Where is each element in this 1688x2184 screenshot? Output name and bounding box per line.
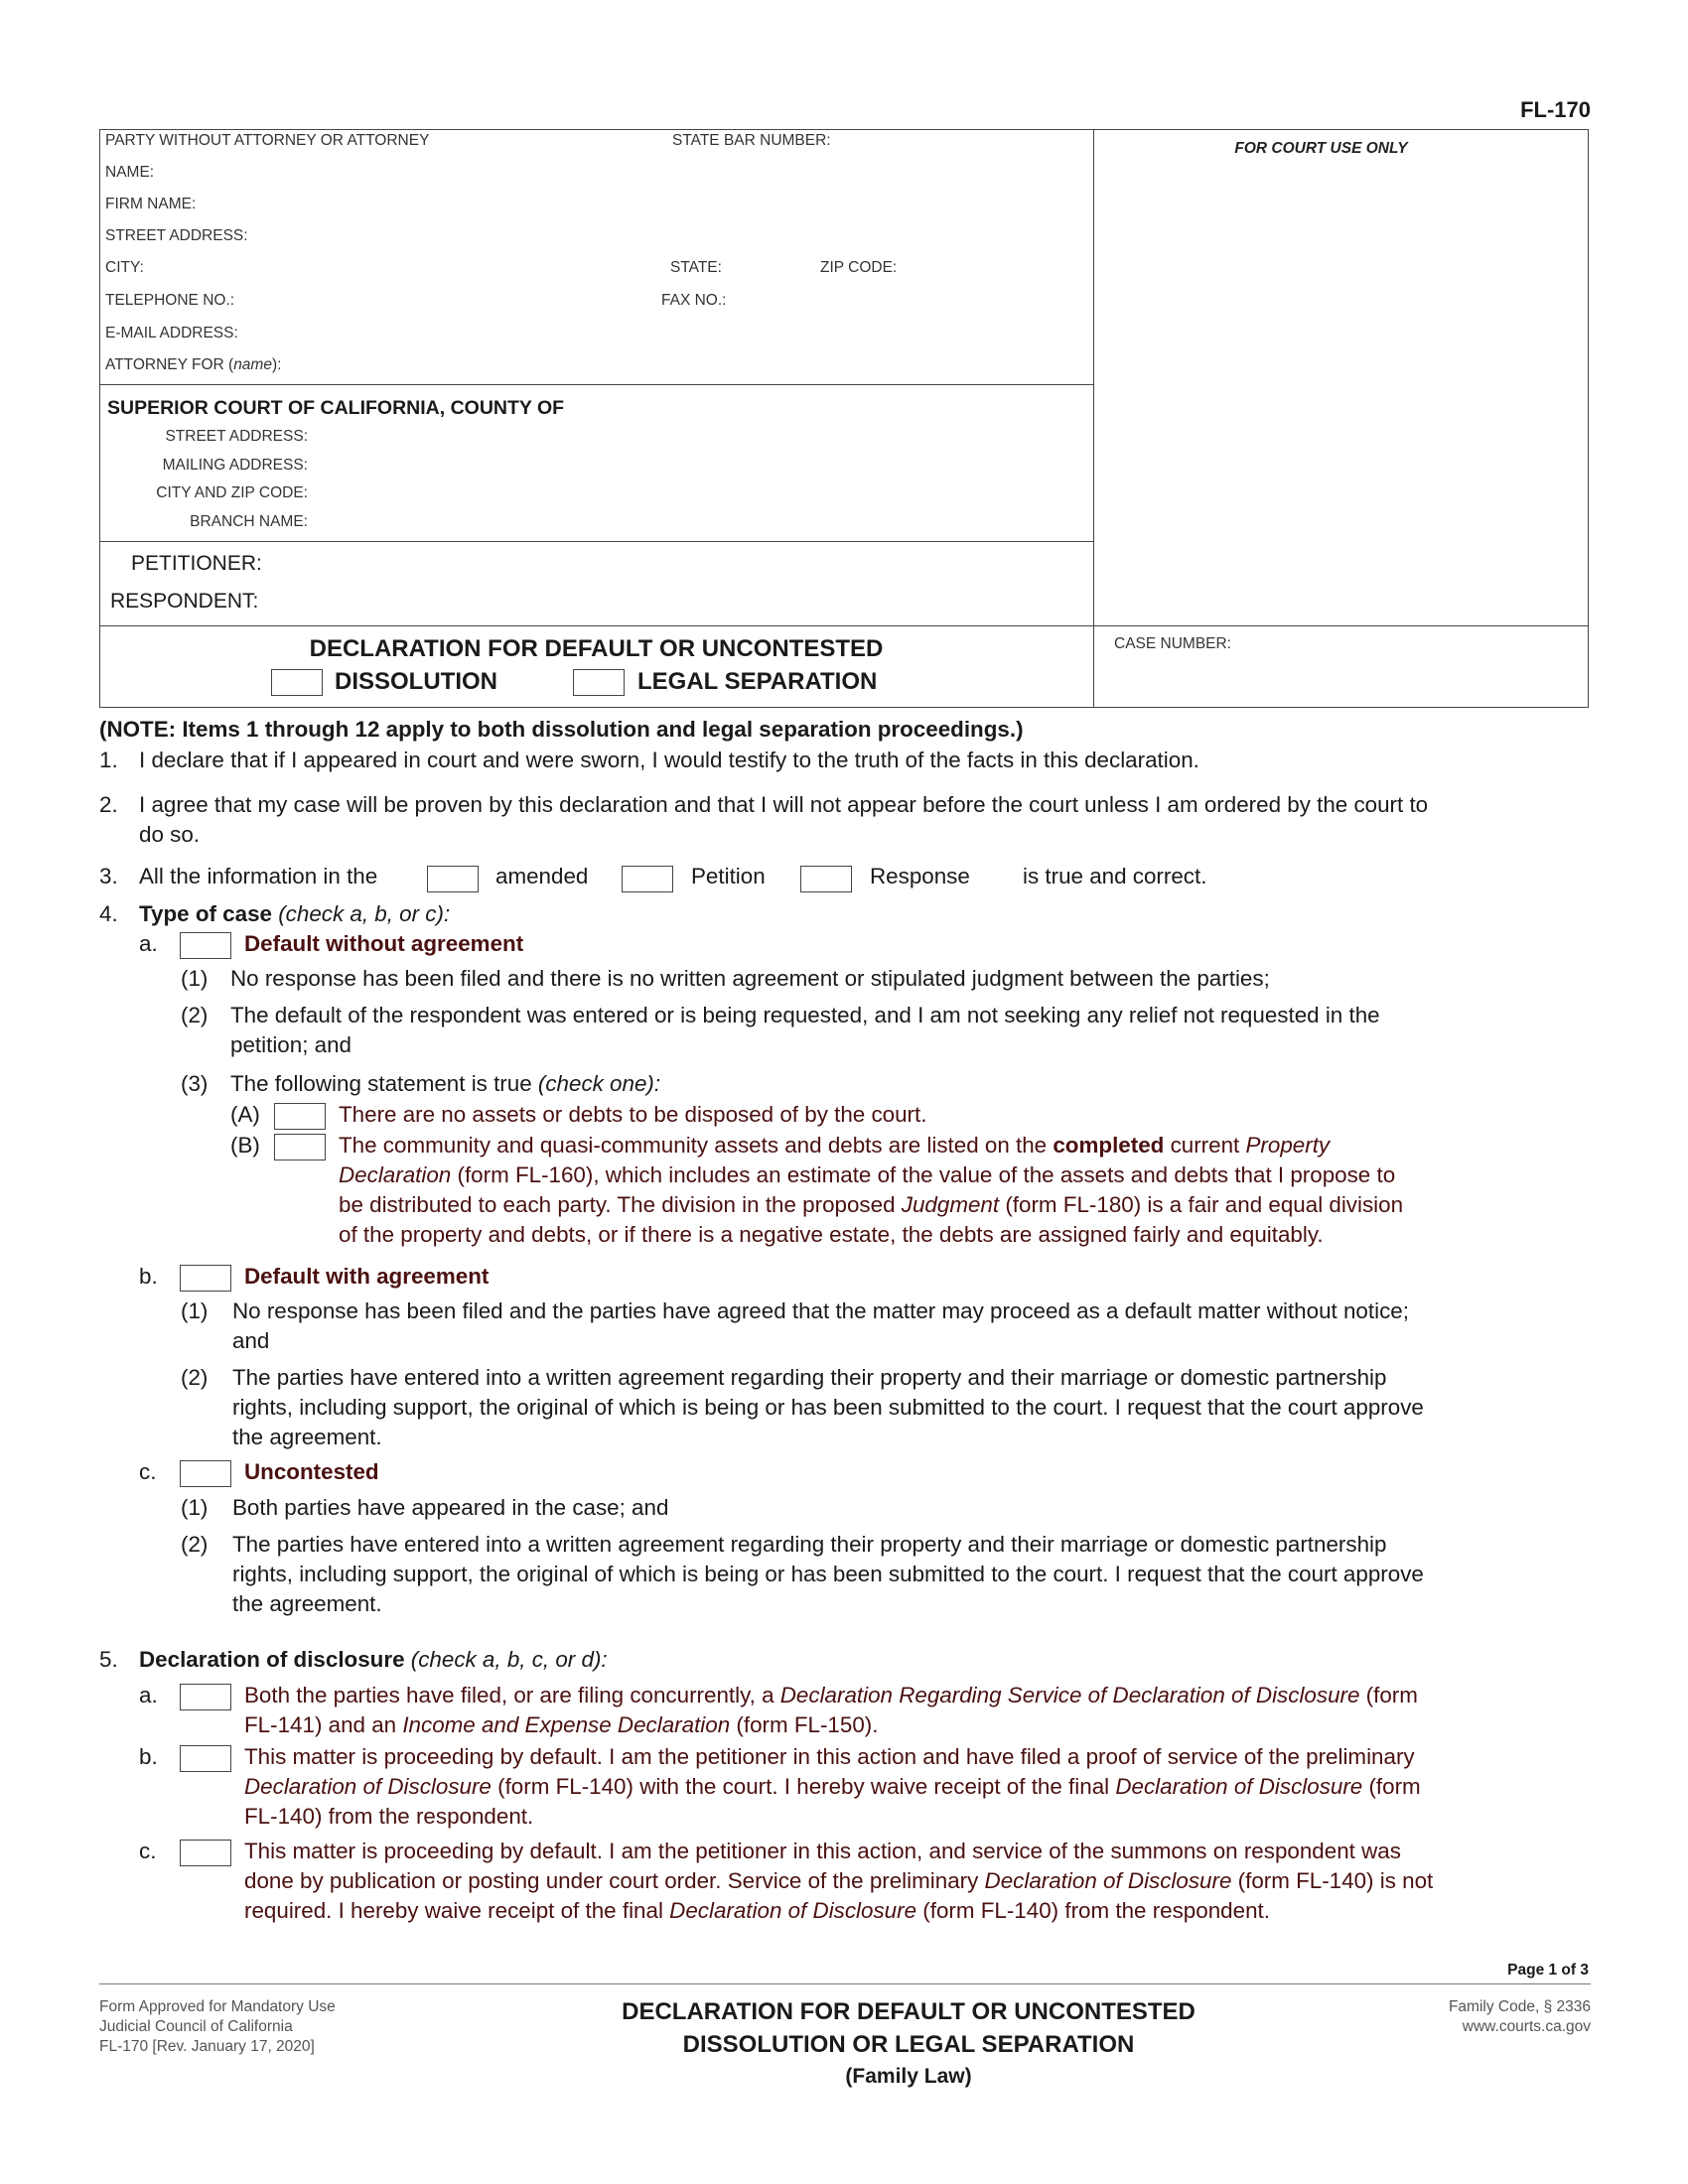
case-number-field[interactable] (1097, 655, 1584, 703)
item4c2-line1: The parties have entered into a written agreement regarding their property and their marriage or domestic partnership (232, 1532, 1387, 1557)
item4a3A-label: (A) (230, 1102, 260, 1127)
state-label: STATE: (670, 259, 722, 276)
city-label: CITY: (105, 259, 144, 276)
respondent-label: RESPONDENT: (110, 590, 259, 613)
item5-heading: Declaration of disclosure (check a, b, c, or d): (139, 1647, 608, 1672)
item4a3-text: The following statement is true (check one): (230, 1071, 661, 1096)
item4b2-line1: The parties have entered into a written agreement regarding their property and their marriage or domestic partnership (232, 1365, 1387, 1390)
legal-separation-label: LEGAL SEPARATION (637, 668, 878, 695)
item4b1-line2: and (232, 1328, 270, 1353)
party-label: PARTY WITHOUT ATTORNEY OR ATTORNEY (105, 132, 430, 149)
item4a-letter: a. (139, 931, 158, 956)
item4a3B-label: (B) (230, 1133, 260, 1158)
rule-court-parties (99, 541, 1093, 542)
rule-title (99, 625, 1589, 626)
item3-suffix: is true and correct. (1023, 864, 1207, 888)
item4a2-line1: The default of the respondent was entered or is being requested, and I am not seeking any relief not requested in the (230, 1003, 1380, 1027)
item4b-letter: b. (139, 1264, 158, 1289)
item4a1-number: (1) (181, 966, 209, 991)
item2-number: 2. (99, 792, 118, 817)
item3-response: Response (870, 864, 970, 888)
caption-divider (1093, 129, 1094, 708)
item5c-letter: c. (139, 1839, 157, 1863)
dissolution-label: DISSOLUTION (335, 668, 498, 695)
phone-label: TELEPHONE NO.: (105, 292, 235, 309)
footer-left (99, 1997, 336, 2057)
footer-title-line3: (Family Law) (845, 2065, 972, 2088)
item3-petition: Petition (691, 864, 766, 888)
zip-label: ZIP CODE: (820, 259, 898, 276)
dissolution-checkbox[interactable] (271, 669, 323, 696)
attorney-for-label: ATTORNEY FOR (name): (105, 356, 282, 373)
item4a3-number: (3) (181, 1071, 209, 1096)
court-street-label: STREET ADDRESS: (165, 428, 308, 445)
name-label: NAME: (105, 164, 155, 181)
court-use-only: FOR COURT USE ONLY (1234, 140, 1408, 157)
item4c2-line2: rights, including support, the original of which is being or has been submitted to the court. I request that the court approve (232, 1562, 1424, 1586)
uncontested-checkbox[interactable] (180, 1460, 231, 1487)
item3-number: 3. (99, 864, 118, 888)
footer-title (496, 1995, 1321, 2093)
firm-label: FIRM NAME: (105, 196, 197, 212)
item4b2-number: (2) (181, 1365, 209, 1390)
footer-approval: Form Approved for Mandatory Use (99, 1998, 336, 2015)
item5b-line3: FL-140) from the respondent. (244, 1804, 534, 1829)
item4a3B-line4: of the property and debts, or if there is a negative estate, the debts are assigned fairly and equitably. (339, 1222, 1324, 1247)
disclosure-publication-checkbox[interactable] (180, 1840, 231, 1866)
item4c2-line3: the agreement. (232, 1591, 382, 1616)
form-title: DECLARATION FOR DEFAULT OR UNCONTESTED (309, 635, 884, 662)
item4a3B-line3: be distributed to each party. The division in the proposed Judgment (form FL-180) is a fair and equal division (339, 1192, 1404, 1217)
item4a-label: Default without agreement (244, 931, 524, 956)
state-bar-label: STATE BAR NUMBER: (672, 132, 831, 149)
item4a1-text: No response has been filed and there is no written agreement or stipulated judgment between the parties; (230, 966, 1270, 991)
footer-rule (99, 1983, 1591, 1984)
legal-separation-checkbox[interactable] (573, 669, 625, 696)
item5a-line1: Both the parties have filed, or are filing concurrently, a Declaration Regarding Service of Declaration of Disclosure (form (244, 1683, 1418, 1707)
item3-amended: amended (495, 864, 589, 888)
item1-text: I declare that if I appeared in court and were sworn, I would testify to the truth of the facts in this declaration. (139, 748, 1199, 772)
petition-checkbox[interactable] (622, 866, 673, 892)
court-city-zip-label: CITY AND ZIP CODE: (156, 484, 308, 501)
footer-title-line2: DISSOLUTION OR LEGAL SEPARATION (682, 2031, 1135, 2058)
item4a3B-line1: The community and quasi-community assets and debts are listed on the completed current Property (339, 1133, 1331, 1158)
footer-website[interactable]: www.courts.ca.gov (1462, 2018, 1591, 2035)
footer-revision: FL-170 [Rev. January 17, 2020] (99, 2038, 315, 2055)
item4-heading: Type of case (check a, b, or c): (139, 901, 451, 926)
amended-checkbox[interactable] (427, 866, 479, 892)
form-number: FL-170 (1520, 97, 1591, 122)
rule-party-court (99, 384, 1093, 385)
assets-listed-checkbox[interactable] (274, 1134, 326, 1160)
item5c-line3: required. I hereby waive receipt of the final Declaration of Disclosure (form FL-140) from the respondent. (244, 1898, 1270, 1923)
item4c2-number: (2) (181, 1532, 209, 1557)
item4a3B-line2: Declaration (form FL-160), which includes an estimate of the value of the assets and debts that I propose to (339, 1162, 1396, 1187)
footer-right (1291, 1997, 1591, 2037)
email-label: E-MAIL ADDRESS: (105, 325, 238, 341)
item4c1-number: (1) (181, 1495, 209, 1520)
street-label: STREET ADDRESS: (105, 227, 248, 244)
item4b2-line2: rights, including support, the original of which is being or has been submitted to the court. I request that the court approve (232, 1395, 1424, 1420)
item5-number: 5. (99, 1647, 118, 1672)
footer-council: Judicial Council of California (99, 2018, 293, 2035)
item4c1-text: Both parties have appeared in the case; and (232, 1495, 669, 1520)
item5a-line2: FL-141) and an Income and Expense Declaration (form FL-150). (244, 1712, 879, 1737)
disclosure-default-petitioner-checkbox[interactable] (180, 1745, 231, 1772)
item5c-line1: This matter is proceeding by default. I am the petitioner in this action, and service of the summons on respondent was (244, 1839, 1401, 1863)
item4b1-line1: No response has been filed and the parties have agreed that the matter may proceed as a default matter without notice; (232, 1298, 1409, 1323)
item5a-letter: a. (139, 1683, 158, 1707)
page-number: Page 1 of 3 (1507, 1962, 1589, 1979)
item5b-line1: This matter is proceeding by default. I am the petitioner in this action and have filed a proof of service of the preliminary (244, 1744, 1415, 1769)
item4c-letter: c. (139, 1459, 157, 1484)
default-with-agreement-checkbox[interactable] (180, 1265, 231, 1292)
item1-number: 1. (99, 748, 118, 772)
case-number-label: CASE NUMBER: (1114, 635, 1231, 652)
item4b1-number: (1) (181, 1298, 209, 1323)
item2-line2: do so. (139, 822, 200, 847)
court-title: SUPERIOR COURT OF CALIFORNIA, COUNTY OF (107, 397, 565, 419)
fax-label: FAX NO.: (661, 292, 727, 309)
item4a2-number: (2) (181, 1003, 209, 1027)
item5b-letter: b. (139, 1744, 158, 1769)
item5c-line2: done by publication or posting under court order. Service of the preliminary Declaration of Disclosure (form FL-140) is not (244, 1868, 1434, 1893)
item2-line1: I agree that my case will be proven by this declaration and that I will not appear before the court unless I am ordered by the court to (139, 792, 1429, 817)
footer-code-ref: Family Code, § 2336 (1448, 1998, 1591, 2015)
item3-prefix: All the information in the (139, 864, 378, 888)
petitioner-label: PETITIONER: (131, 552, 262, 575)
court-branch-label: BRANCH NAME: (190, 513, 308, 530)
item4b2-line3: the agreement. (232, 1425, 382, 1449)
item5b-line2: Declaration of Disclosure (form FL-140) with the court. I hereby waive receipt of the final Declaration of Disclosure (form (244, 1774, 1421, 1799)
item4b-label: Default with agreement (244, 1264, 490, 1289)
item4a2-line2: petition; and (230, 1032, 352, 1057)
default-without-agreement-checkbox[interactable] (180, 932, 231, 959)
item4-number: 4. (99, 901, 118, 926)
item4c-label: Uncontested (244, 1459, 379, 1484)
item4a3A-text: There are no assets or debts to be disposed of by the court. (339, 1102, 927, 1127)
footer-title-line1: DECLARATION FOR DEFAULT OR UNCONTESTED (622, 1998, 1196, 2025)
response-checkbox[interactable] (800, 866, 852, 892)
note: (NOTE: Items 1 through 12 apply to both dissolution and legal separation proceedings.) (99, 717, 1024, 742)
no-assets-checkbox[interactable] (274, 1103, 326, 1130)
court-mailing-label: MAILING ADDRESS: (162, 457, 308, 474)
disclosure-both-filed-checkbox[interactable] (180, 1684, 231, 1710)
